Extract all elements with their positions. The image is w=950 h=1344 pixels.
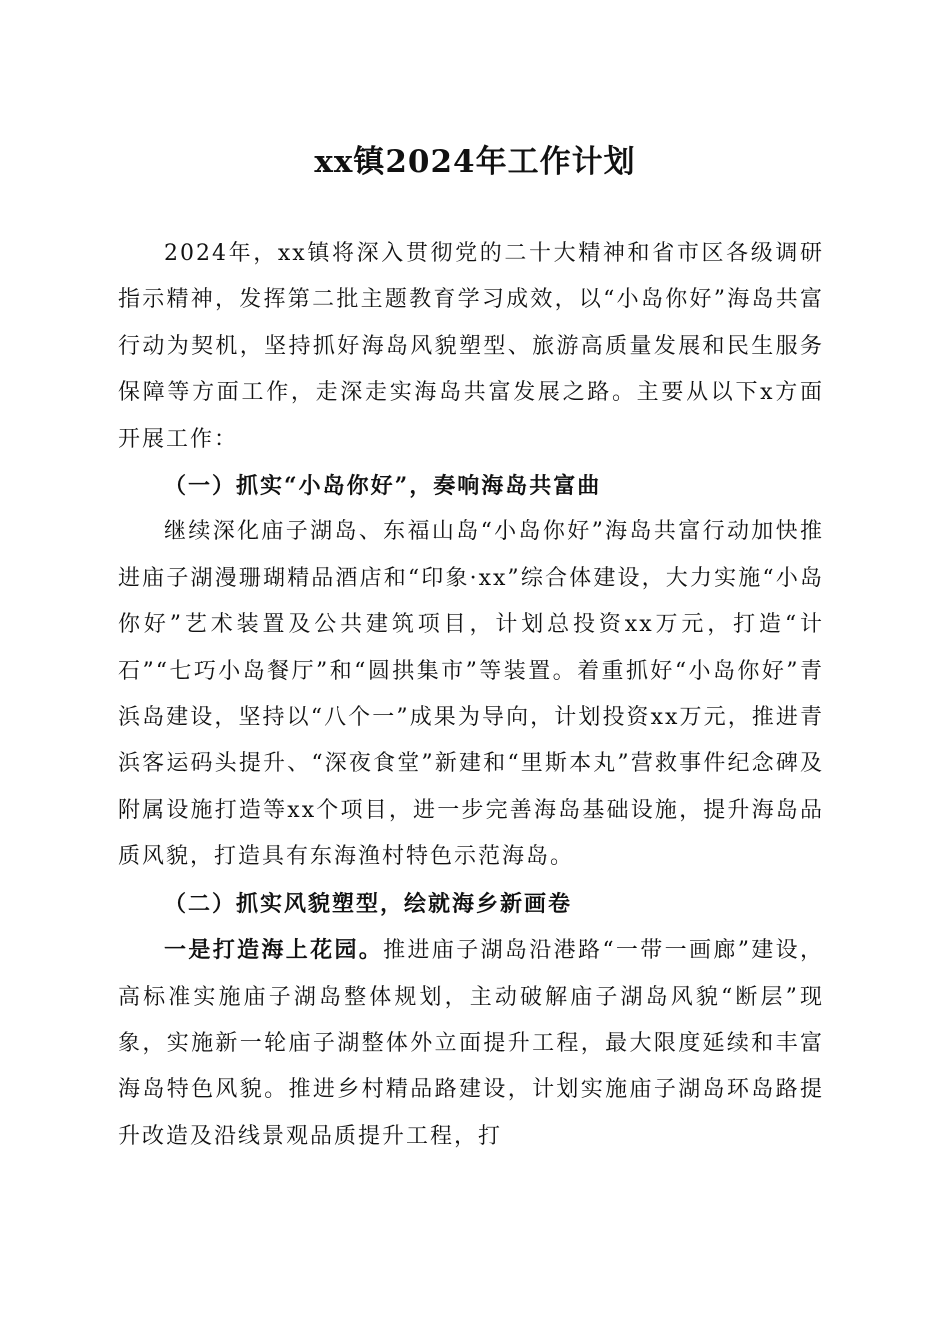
section-heading-1: （一）抓实“小岛你好”，奏响海岛共富曲: [164, 473, 602, 500]
document-body: [118, 231, 824, 1160]
intro-paragraph: 2024年，xx镇将深入贯彻党的二十大精神和省市区各级调研指示精神，发挥第二批主题教育学习成效，以“小岛你好”海岛共富行动为契机，坚持抓好海岛风貌塑型、旅游高质量发展和民生服务保障等方面工作，走深走实海岛共富发展之路。主要从以下x方面开展工作：: [118, 241, 824, 452]
section-body-1: 继续深化庙子湖岛、东福山岛“小岛你好”海岛共富行动加快推进庙子湖漫珊瑚精品酒店和“印象·xx”综合体建设，大力实施“小岛你好”艺术装置及公共建筑项目，计划总投资xx万元，打造“计石”“七巧小岛餐厅”和“圆拱集市”等装置。着重抓好“小岛你好”青浜岛建设，坚持以“八个一”成果为导向，计划投资xx万元，推进青浜客运码头提升、“深夜食堂”新建和“里斯本丸”营救事件纪念碑及附属设施打造等xx个项目，进一步完善海岛基础设施，提升海岛品质风貌，打造具有东海渔村特色示范海岛。: [118, 519, 824, 870]
section-body-2-text: 推进庙子湖岛沿港路“一带一画廊”建设，高标准实施庙子湖岛整体规划，主动破解庙子湖岛风貌“断层”现象，实施新一轮庙子湖整体外立面提升工程，最大限度延续和丰富海岛特色风貌。推进乡村精品路建设，计划实施庙子湖岛环岛路提升改造及沿线景观品质提升工程，打: [118, 938, 824, 1149]
document-title: xx镇2024年工作计划: [314, 144, 636, 180]
section-lead-text: 一是打造海上花园。: [164, 937, 384, 964]
section-heading-2: （二）抓实风貌塑型，绘就海乡新画卷: [164, 890, 573, 917]
section-body-2: [118, 927, 824, 1160]
